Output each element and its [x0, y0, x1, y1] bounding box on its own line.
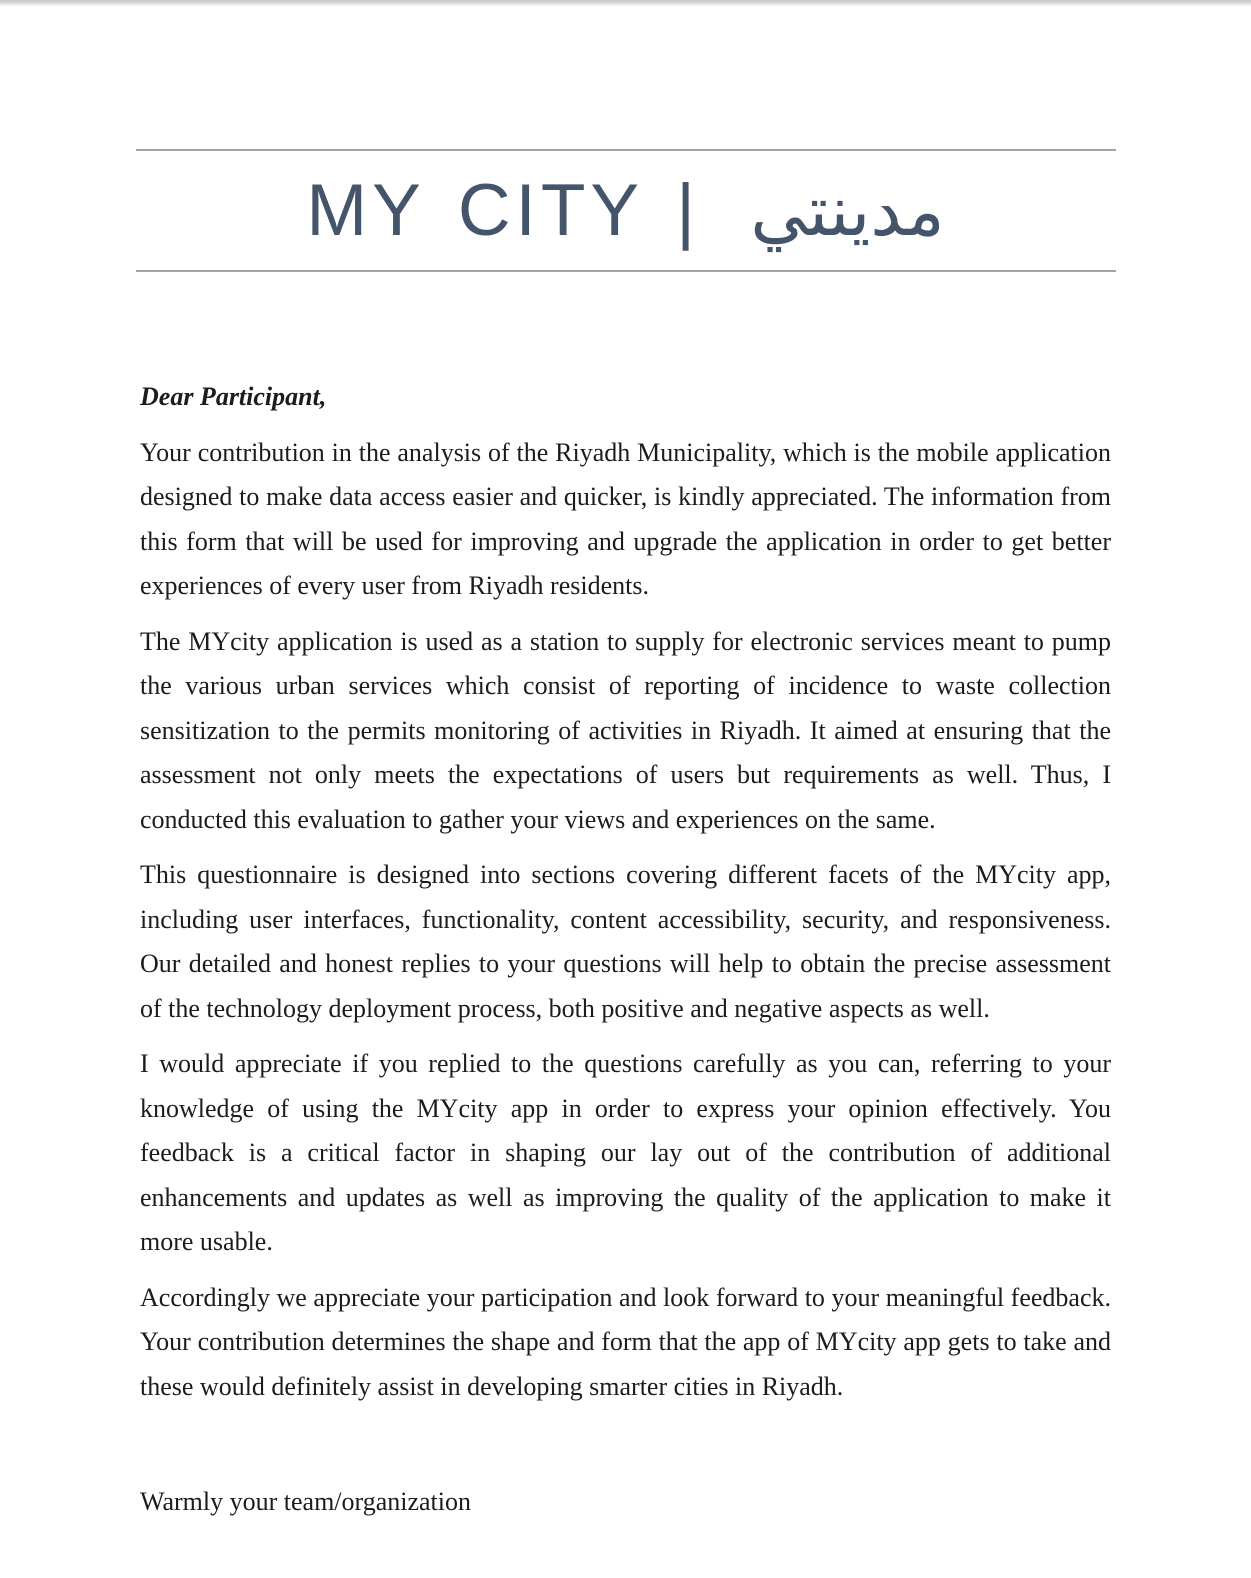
letter-body: [140, 375, 1111, 1525]
salutation-line: Dear Participant,: [140, 382, 327, 411]
app-title-latin: MY CITY |: [306, 170, 701, 251]
app-title: [136, 151, 1116, 270]
document-header: [136, 149, 1116, 272]
paragraph-app-description: The MYcity application is used as a station to supply for electronic services meant to pump the various urban services which consist of reporting of incidence to waste collection sensitization to the permits monitoring of activities in Riyadh. It aimed at ensuring that the assessment not only meets the expectations of users but requirements as well. Thus, I conducted this evaluation to gather your views and experiences on the same.: [140, 626, 1111, 834]
paragraph-appreciation: Accordingly we appreciate your participation and look forward to your meaningful feedback. Your contribution determines the shape and form that the app of MYcity app gets to take and these would definitely assist in developing smarter cities in Riyadh.: [140, 1282, 1111, 1401]
paragraph-questionnaire-design: This questionnaire is designed into sections covering different facets of the MYcity app, including user interfaces, functionality, content accessibility, security, and responsiveness. Our detailed and honest replies to your questions will help to obtain the precise assessment of the technology deployment process, both positive and negative aspects as well.: [140, 860, 1111, 1023]
paragraph-feedback-request: I would appreciate if you replied to the questions carefully as you can, referring to your knowledge of using the MYcity app in order to express your opinion effectively. You feedback is a critical factor in shaping our lay out of the contribution of additional enhancements and updates as well as improving the quality of the application to make it more usable.: [140, 1049, 1111, 1256]
app-title-arabic: مدينتي: [750, 170, 945, 252]
paragraph-intro: Your contribution in the analysis of the Riyadh Municipality, which is the mobile application designed to make data access easier and quicker, is kindly appreciated. The information from this form that will be used for improving and upgrade the application in order to get better experiences of every user from Riyadh residents.: [140, 437, 1111, 600]
page-top-edge: [0, 0, 1251, 6]
header-rule-bottom: [136, 270, 1116, 272]
closing-line: Warmly your team/organization: [140, 1487, 471, 1516]
